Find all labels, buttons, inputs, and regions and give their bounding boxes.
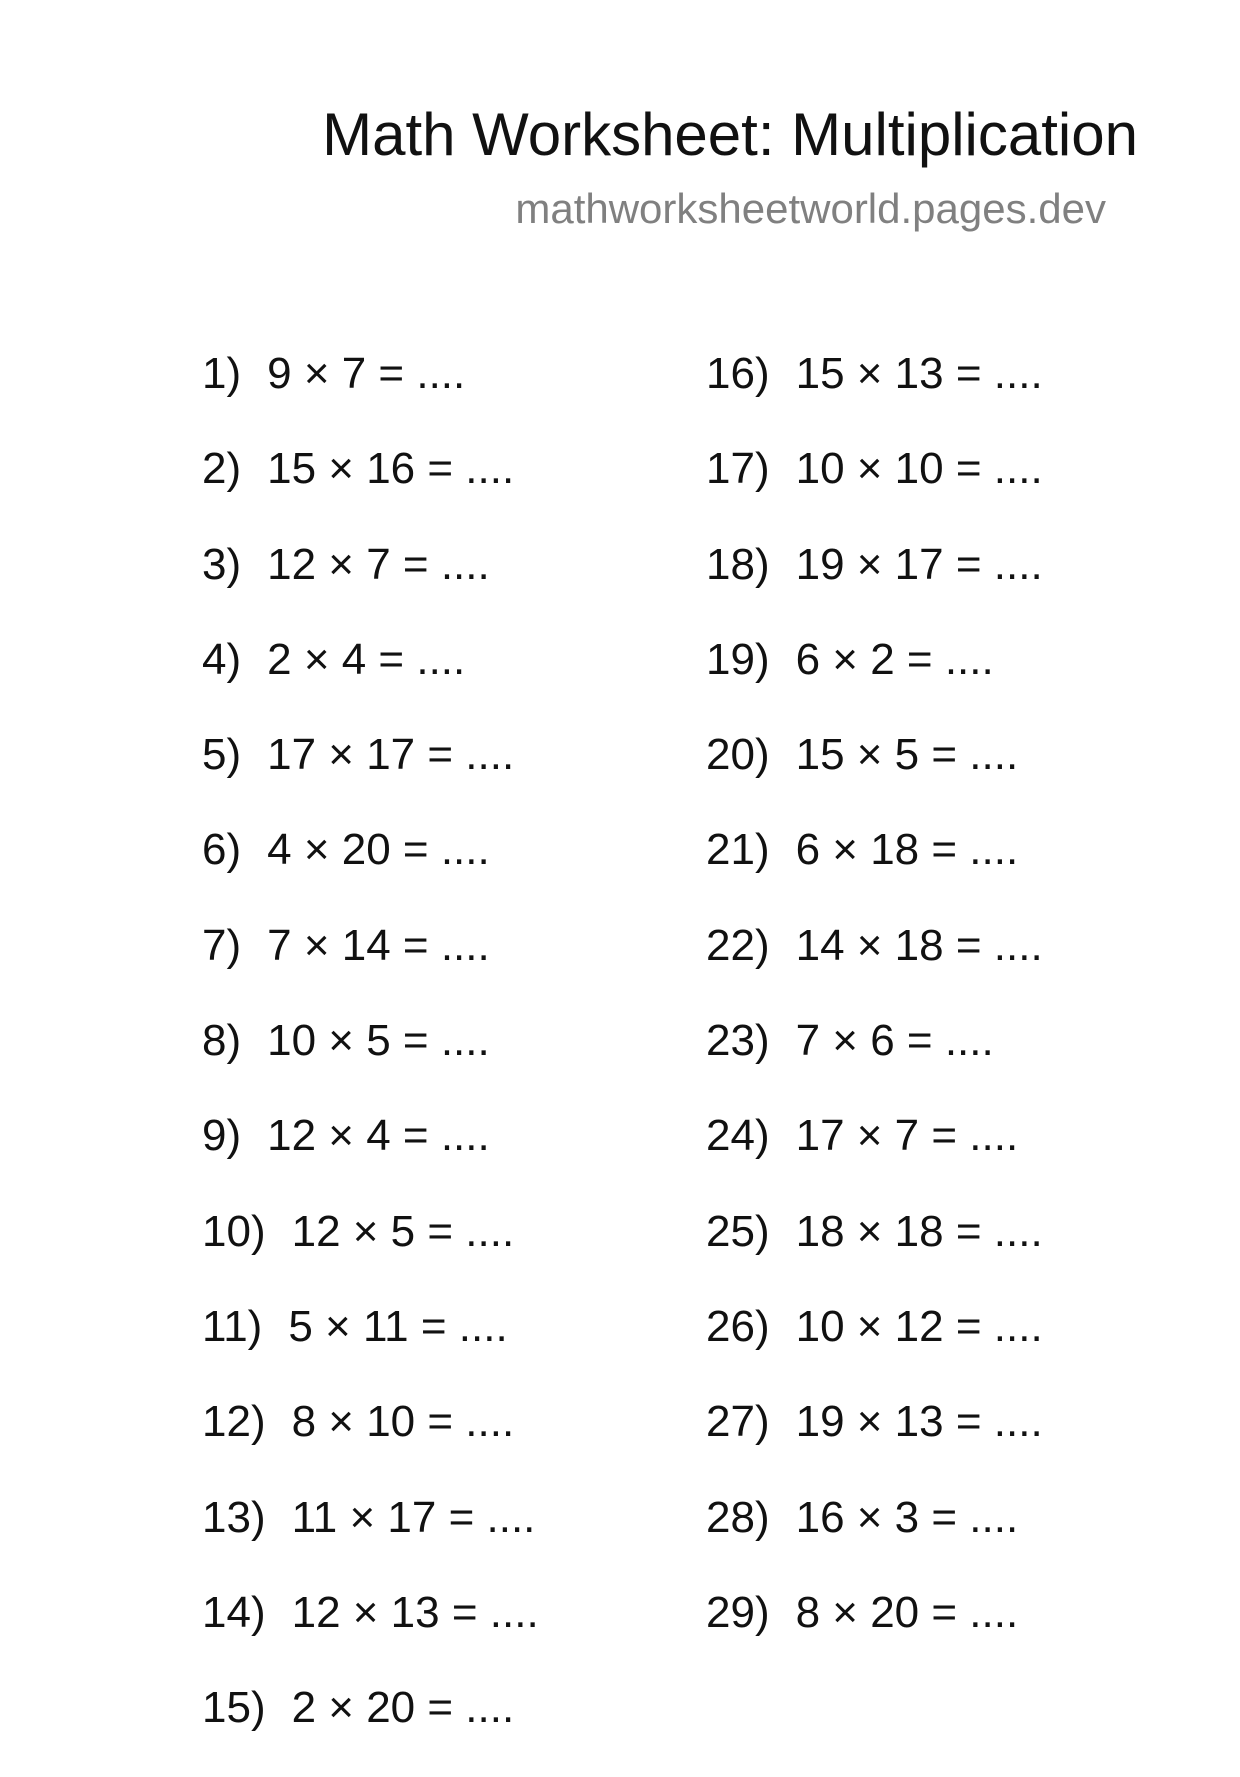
problem-item — [706, 634, 1043, 729]
problem-expression: 8 × 20 = .... — [795, 1587, 1019, 1637]
problem-item — [202, 920, 539, 1015]
problem-number: 16) — [706, 349, 770, 398]
problem-item — [202, 1015, 539, 1110]
problem-item — [706, 539, 1043, 634]
problem-expression: 10 × 12 = .... — [795, 1301, 1043, 1351]
problem-number: 12) — [202, 1397, 266, 1447]
problem-expression: 4 × 20 = .... — [267, 825, 490, 875]
problem-item — [706, 1587, 1043, 1682]
problem-number: 27) — [706, 1397, 770, 1447]
problem-expression: 7 × 6 = .... — [795, 1016, 994, 1066]
problem-number: 1) — [202, 349, 242, 398]
problem-item — [202, 1206, 539, 1301]
problem-item — [706, 1396, 1043, 1491]
problem-number: 3) — [202, 539, 242, 589]
problem-expression: 2 × 4 = .... — [267, 634, 466, 684]
problem-expression: 19 × 17 = .... — [795, 539, 1043, 589]
problem-number: 28) — [706, 1492, 770, 1542]
problem-expression: 6 × 18 = .... — [795, 825, 1019, 875]
problem-item — [202, 1396, 539, 1491]
problem-item — [706, 1015, 1043, 1110]
problem-number: 29) — [706, 1587, 770, 1637]
problem-number: 8) — [202, 1016, 242, 1066]
problem-expression: 12 × 7 = .... — [267, 539, 490, 589]
problem-item — [202, 634, 539, 729]
problem-column-right — [706, 348, 1043, 1682]
problem-number: 2) — [202, 444, 242, 494]
problem-expression: 19 × 13 = .... — [795, 1397, 1043, 1447]
problem-item — [202, 1492, 539, 1587]
problem-expression: 10 × 5 = .... — [267, 1016, 490, 1066]
problem-item — [706, 1110, 1043, 1205]
problem-number: 7) — [202, 920, 242, 970]
problem-expression: 12 × 4 = .... — [267, 1111, 490, 1161]
problem-expression: 10 × 10 = .... — [795, 444, 1043, 494]
problem-expression: 16 × 3 = .... — [795, 1492, 1019, 1542]
problem-number: 18) — [706, 539, 770, 589]
problem-expression: 14 × 18 = .... — [795, 920, 1043, 970]
problem-column-left — [202, 348, 539, 1777]
problem-item — [202, 729, 539, 824]
problem-item — [706, 1206, 1043, 1301]
problem-item — [706, 729, 1043, 824]
problem-number: 11) — [202, 1301, 263, 1351]
worksheet-title: Math Worksheet: Multiplication — [322, 101, 1138, 168]
problem-number: 10) — [202, 1206, 266, 1256]
problem-expression: 8 × 10 = .... — [291, 1397, 515, 1447]
problem-item — [706, 1492, 1043, 1587]
problem-item — [706, 348, 1043, 443]
problem-number: 26) — [706, 1301, 770, 1351]
problem-item — [706, 443, 1043, 538]
problem-expression: 18 × 18 = .... — [795, 1206, 1043, 1256]
source-website: mathworksheetworld.pages.dev — [515, 185, 1106, 232]
problem-number: 17) — [706, 444, 770, 494]
problem-expression: 12 × 5 = .... — [291, 1206, 515, 1256]
problem-expression: 6 × 2 = .... — [795, 634, 994, 684]
problem-item — [706, 1301, 1043, 1396]
problem-expression: 15 × 16 = .... — [267, 444, 515, 494]
problem-number: 21) — [706, 825, 770, 875]
problem-item — [202, 348, 539, 443]
problem-number: 4) — [202, 634, 242, 684]
problem-item — [202, 539, 539, 634]
problem-number: 22) — [706, 920, 770, 970]
problem-number: 24) — [706, 1111, 770, 1161]
problem-number: 19) — [706, 634, 770, 684]
problem-expression: 5 × 11 = .... — [288, 1301, 508, 1351]
problem-expression: 15 × 13 = .... — [795, 349, 1043, 398]
problem-expression: 9 × 7 = .... — [267, 349, 466, 398]
problem-expression: 2 × 20 = .... — [291, 1683, 515, 1733]
problem-expression: 12 × 13 = .... — [291, 1587, 539, 1637]
problem-expression: 15 × 5 = .... — [795, 730, 1019, 780]
problem-number: 9) — [202, 1111, 242, 1161]
problem-number: 15) — [202, 1683, 266, 1733]
problem-number: 23) — [706, 1016, 770, 1066]
problem-number: 20) — [706, 730, 770, 780]
problem-item — [706, 824, 1043, 919]
problem-item — [202, 443, 539, 538]
problem-number: 6) — [202, 825, 242, 875]
problem-number: 5) — [202, 730, 242, 780]
problem-item — [202, 1301, 539, 1396]
problem-expression: 7 × 14 = .... — [267, 920, 490, 970]
problem-number: 14) — [202, 1587, 266, 1637]
problem-item — [202, 1682, 539, 1777]
problem-item — [706, 920, 1043, 1015]
problem-item — [202, 824, 539, 919]
problem-number: 25) — [706, 1206, 770, 1256]
problem-item — [202, 1110, 539, 1205]
problem-expression: 17 × 7 = .... — [795, 1111, 1019, 1161]
problem-number: 13) — [202, 1492, 266, 1542]
problem-item — [202, 1587, 539, 1682]
problem-expression: 17 × 17 = .... — [267, 730, 515, 780]
problem-expression: 11 × 17 = .... — [291, 1492, 536, 1542]
